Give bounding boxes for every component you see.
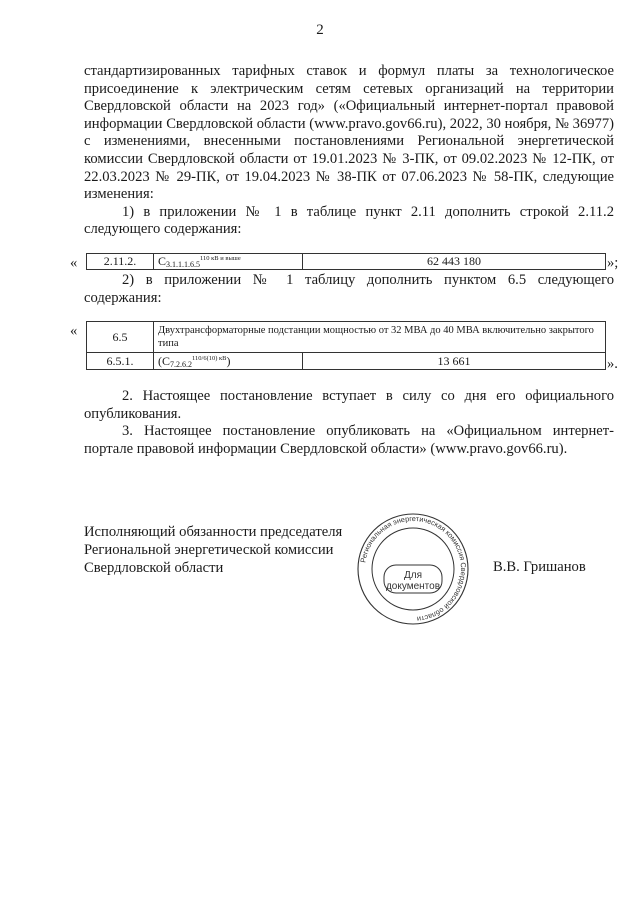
- table2-row2-formula: $(C_{7.2.6.2}^{110/6(10) кВ})$: [154, 353, 303, 370]
- table-2: [86, 321, 606, 370]
- table2-open-quote: «: [70, 323, 78, 339]
- table1-value: 62 443 180: [303, 254, 606, 270]
- signature-block: [84, 523, 342, 577]
- table2-row2-value: 13 661: [303, 353, 606, 370]
- table1-open-quote: «: [70, 255, 78, 271]
- signatory-name: В.В. Гришанов: [493, 559, 586, 575]
- table1-num: 2.11.2.: [87, 254, 154, 270]
- table2-row1-text: Двухтрансформаторные подстанции мощностью от 32 МВА до 40 МВА включительно закрытого типа: [154, 322, 606, 353]
- table-1: [86, 253, 606, 270]
- seal-center-line2: документов: [385, 581, 441, 592]
- signature-title-line2: Региональной энергетической комиссии: [84, 542, 334, 558]
- signature-title-line3: Свердловской области: [84, 560, 224, 576]
- table1-close-quote: »;: [607, 255, 619, 271]
- table2-close-quote: ».: [607, 356, 618, 372]
- official-seal: [356, 512, 470, 626]
- table2-row1-num: 6.5: [87, 322, 154, 353]
- signature-title-line1: Исполняющий обязанности председателя: [84, 524, 343, 540]
- body-text: [84, 63, 614, 239]
- item-2-paragraph: 2) в приложении № 1 таблицу дополнить пунктом 6.5 следующего содержания:: [84, 272, 614, 306]
- item-4-paragraph: 3. Настоящее постановление опубликовать на «Официальном интернет-портале правовой информации Свердловской области» (www.pravo.gov66.ru).: [84, 423, 614, 457]
- table2-row2-num: 6.5.1.: [87, 353, 154, 370]
- item-3-paragraph: 2. Настоящее постановление вступает в силу со дня его официального опубликования.: [84, 388, 614, 422]
- seal-center-line1: Для: [403, 570, 423, 581]
- table1-formula: $C_{3.1.1.1.6.5}^{110 кВ и выше}$: [154, 254, 303, 270]
- item-1-paragraph: 1) в приложении № 1 в таблице пункт 2.11 дополнить строкой 2.11.2 следующего содержания:: [84, 203, 614, 238]
- page-number: 2: [316, 22, 324, 38]
- seal-ring-text: Региональная энергетическая комиссия Свердловской области: [358, 513, 469, 624]
- intro-paragraph: стандартизированных тарифных ставок и формул платы за технологическое присоединение к электрическим сетям сетевых организаций на территории Свердловской области на 2023 год» («Официальный интернет-портал правовой информации Свердловской области (www.pravo.gov66.ru), 2022, 30 ноября, № 36977) с изменениями, внесенными постановлениями Региональной энергетической комиссии Свердловской области от 19.01.2023 № 3-ПК, от 09.02.2023 № 12-ПК, от 22.03.2023 № 29-ПК, от 19.04.2023 № 38-ПК от 07.06.2023 № 58-ПК, следующие изменения:: [84, 63, 614, 203]
